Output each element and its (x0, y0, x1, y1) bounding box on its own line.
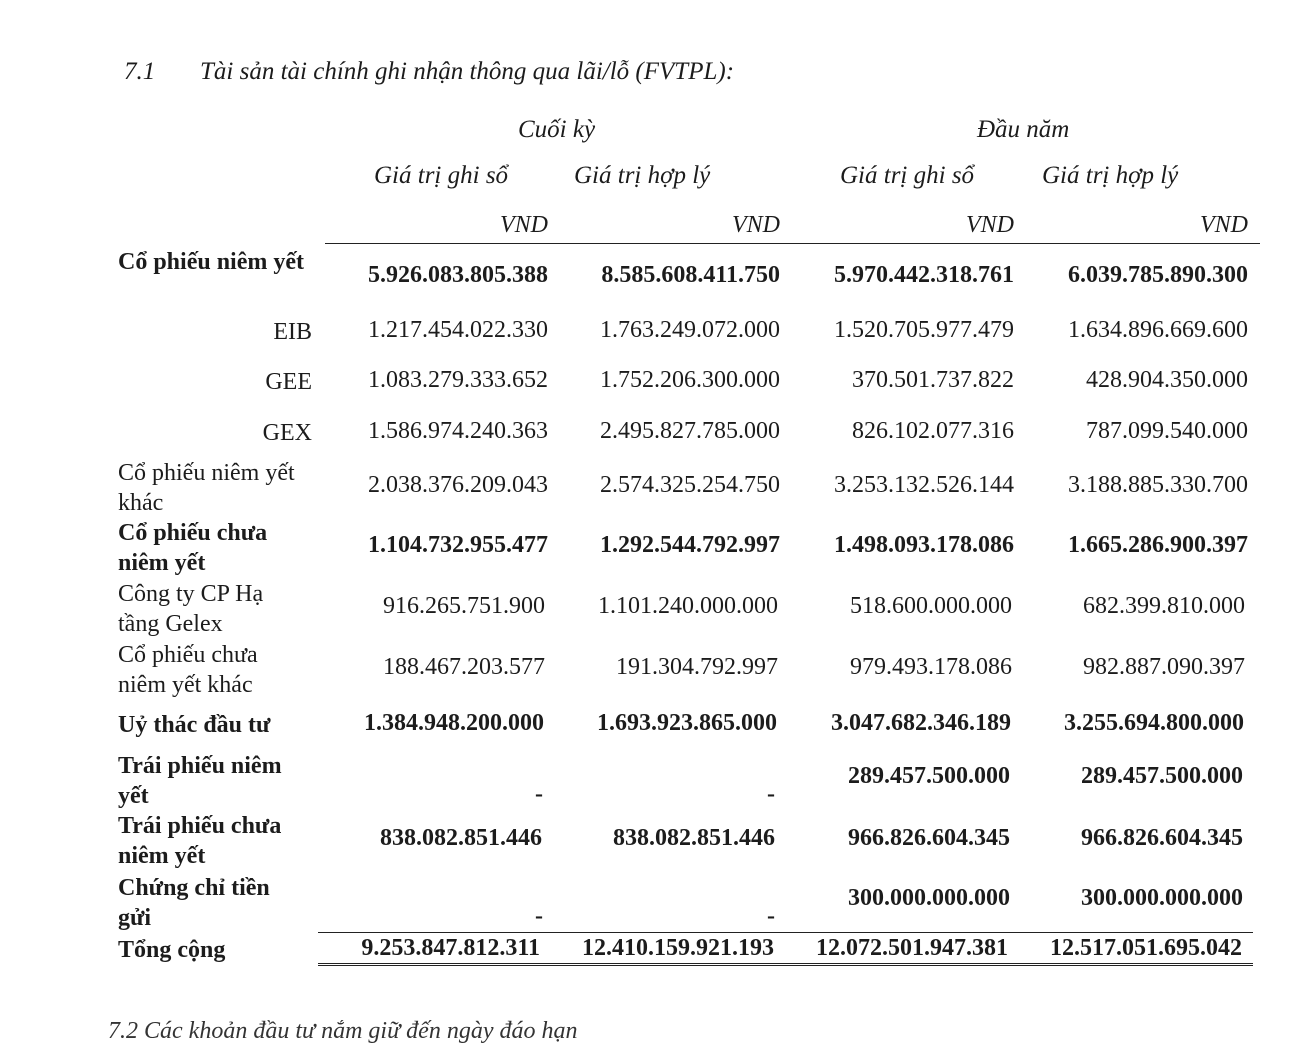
row-label: Trái phiếu chưa niêm yết (118, 813, 282, 869)
col-fair-value-end: Giá trị hợp lý (574, 162, 711, 189)
cell-value: 5.926.083.805.388 (368, 262, 548, 288)
cell-value: 191.304.792.997 (616, 654, 778, 680)
next-section-title-fragment: 7.2 Các khoản đầu tư nắm giữ đến ngày đáo hạn (108, 1018, 578, 1044)
cell-value: 1.586.974.240.363 (368, 418, 548, 444)
row-label: Tổng cộng (118, 937, 226, 963)
cell-value: 5.970.442.318.761 (834, 262, 1014, 288)
col-book-value-start: Giá trị ghi sổ (840, 162, 975, 189)
cell-value: 1.665.286.900.397 (1068, 532, 1248, 558)
unit-label: VND (966, 212, 1014, 238)
row-label: Uỷ thác đầu tư (118, 712, 271, 738)
row-label: Chứng chỉ tiền gửi (118, 875, 270, 931)
cell-value: 826.102.077.316 (852, 418, 1014, 444)
section-number: 7.1 (124, 58, 156, 85)
unit-label: VND (1200, 212, 1248, 238)
cell-value: 3.253.132.526.144 (834, 472, 1014, 498)
cell-value: 2.038.376.209.043 (368, 472, 548, 498)
cell-value: 1.083.279.333.652 (368, 367, 548, 393)
row-label: Công ty CP Hạ tầng Gelex (118, 581, 264, 637)
cell-value: 289.457.500.000 (848, 763, 1010, 789)
cell-value: - (767, 903, 775, 929)
cell-value: 12.072.501.947.381 (816, 935, 1008, 961)
cell-value: 1.634.896.669.600 (1068, 317, 1248, 343)
total-bottom-rule (318, 963, 1253, 966)
total-top-rule (318, 932, 1253, 933)
unit-label: VND (732, 212, 780, 238)
period-end-heading: Cuối kỳ (518, 116, 596, 143)
row-label: Cổ phiếu niêm yết khác (118, 460, 295, 516)
period-start-heading: Đầu năm (977, 116, 1070, 143)
cell-value: 1.752.206.300.000 (600, 367, 780, 393)
cell-value: 1.520.705.977.479 (834, 317, 1014, 343)
cell-value: 289.457.500.000 (1081, 763, 1243, 789)
cell-value: 370.501.737.822 (852, 367, 1014, 393)
cell-value: 966.826.604.345 (1081, 825, 1243, 851)
cell-value: 428.904.350.000 (1086, 367, 1248, 393)
cell-value: - (535, 781, 543, 807)
cell-value: 1.101.240.000.000 (598, 593, 778, 619)
row-label: Cổ phiếu chưa niêm yết khác (118, 642, 258, 698)
cell-value: 1.693.923.865.000 (597, 710, 777, 736)
col-fair-value-start: Giá trị hợp lý (1042, 162, 1179, 189)
cell-value: 1.498.093.178.086 (834, 532, 1014, 558)
row-label: GEE (265, 369, 312, 395)
cell-value: 787.099.540.000 (1086, 418, 1248, 444)
cell-value: 518.600.000.000 (850, 593, 1012, 619)
header-rule (325, 243, 1260, 244)
cell-value: 3.047.682.346.189 (831, 710, 1011, 736)
cell-value: 300.000.000.000 (848, 885, 1010, 911)
cell-value: 2.495.827.785.000 (600, 418, 780, 444)
row-label: Cổ phiếu chưa niêm yết (118, 520, 268, 576)
col-book-value-end: Giá trị ghi sổ (374, 162, 509, 189)
cell-value: 966.826.604.345 (848, 825, 1010, 851)
cell-value: 1.292.544.792.997 (600, 532, 780, 558)
cell-value: 3.188.885.330.700 (1068, 472, 1248, 498)
section-title-text: Tài sản tài chính ghi nhận thông qua lãi/lỗ (FVTPL): (200, 58, 735, 85)
cell-value: 188.467.203.577 (383, 654, 545, 680)
cell-value: 982.887.090.397 (1083, 654, 1245, 680)
cell-value: - (767, 781, 775, 807)
cell-value: 2.574.325.254.750 (600, 472, 780, 498)
cell-value: 9.253.847.812.311 (361, 935, 540, 961)
cell-value: 838.082.851.446 (380, 825, 542, 851)
row-label: EIB (273, 319, 312, 345)
cell-value: - (535, 903, 543, 929)
cell-value: 300.000.000.000 (1081, 885, 1243, 911)
cell-value: 1.384.948.200.000 (364, 710, 544, 736)
cell-value: 6.039.785.890.300 (1068, 262, 1248, 288)
cell-value: 838.082.851.446 (613, 825, 775, 851)
cell-value: 12.517.051.695.042 (1050, 935, 1242, 961)
row-label: Trái phiếu niêm yết (118, 753, 282, 809)
cell-value: 1.217.454.022.330 (368, 317, 548, 343)
cell-value: 8.585.608.411.750 (601, 262, 780, 288)
cell-value: 682.399.810.000 (1083, 593, 1245, 619)
cell-value: 3.255.694.800.000 (1064, 710, 1244, 736)
unit-label: VND (500, 212, 548, 238)
cell-value: 1.763.249.072.000 (600, 317, 780, 343)
cell-value: 1.104.732.955.477 (368, 532, 548, 558)
row-label: Cổ phiếu niêm yết (118, 249, 304, 275)
cell-value: 12.410.159.921.193 (582, 935, 774, 961)
cell-value: 916.265.751.900 (383, 593, 545, 619)
section-title (124, 58, 734, 86)
row-label: GEX (262, 420, 312, 446)
cell-value: 979.493.178.086 (850, 654, 1012, 680)
